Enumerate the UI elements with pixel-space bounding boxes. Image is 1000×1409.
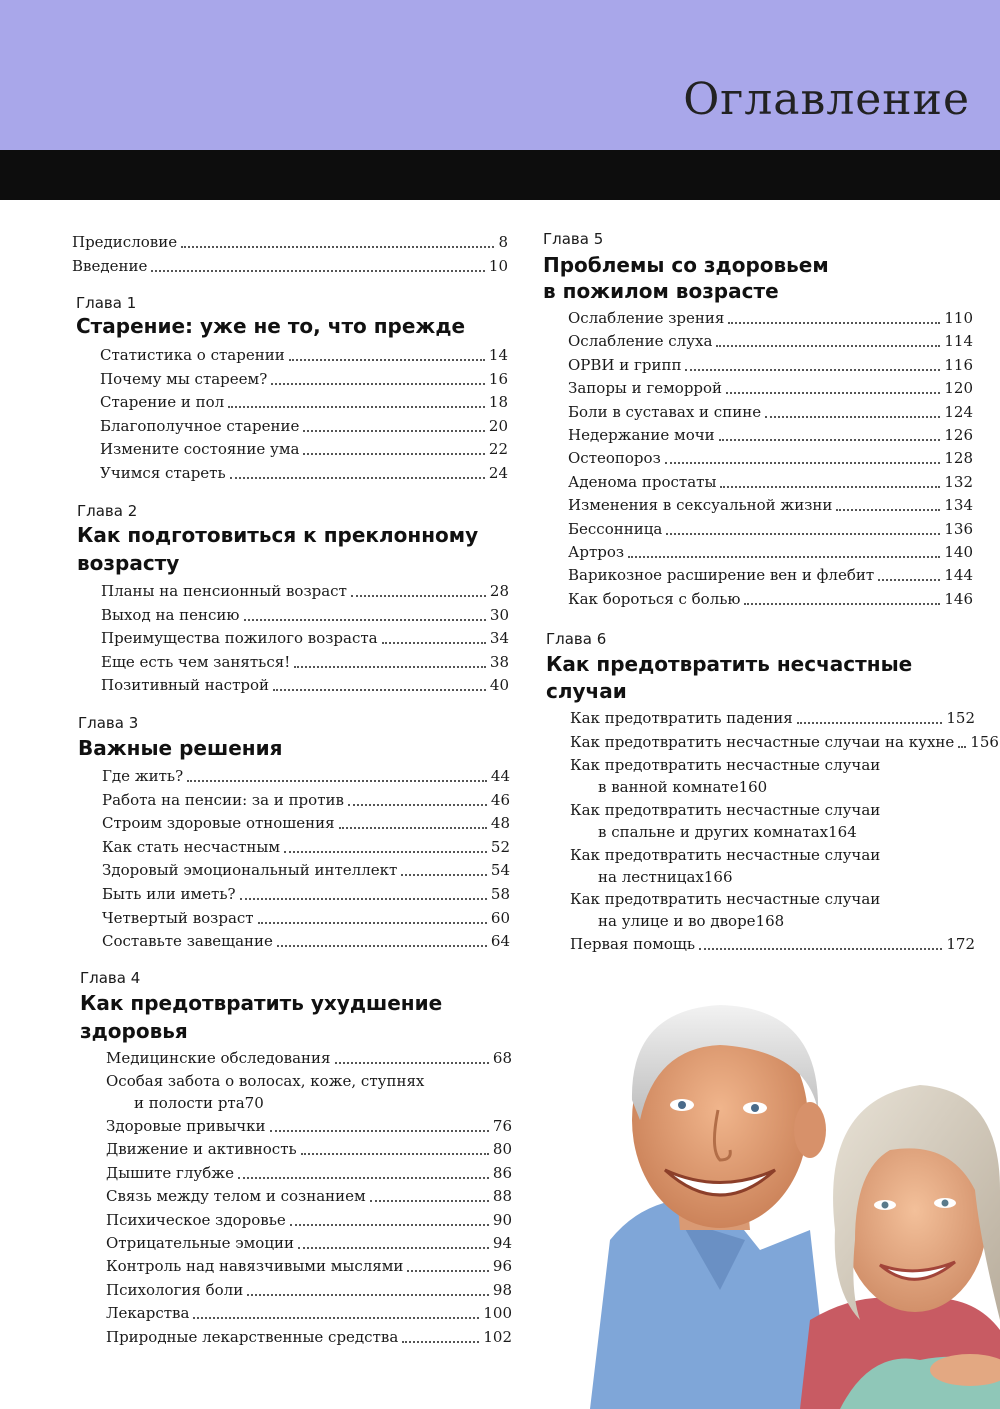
toc-entry-label: Как предотвратить падения — [570, 709, 793, 727]
toc-entry-page: 54 — [490, 861, 510, 880]
toc-entry-page: 90 — [492, 1210, 512, 1229]
toc-entry-label: Еще есть чем заняться! — [101, 652, 291, 671]
toc-entry-page: 140 — [944, 543, 973, 561]
photo-elderly-couple — [570, 990, 1000, 1409]
toc-entry[interactable] — [100, 369, 508, 389]
toc-entry-label: Составьте завещание — [102, 932, 273, 951]
toc-entry-label: Позитивный настрой — [101, 676, 270, 695]
toc-entry-page: 98 — [492, 1280, 512, 1299]
chapter-title: Как предотвратить несчастные — [546, 652, 913, 676]
toc-entry[interactable] — [100, 416, 508, 436]
toc-entry[interactable] — [100, 345, 508, 365]
toc-entry-page: 132 — [944, 472, 973, 491]
toc-entry[interactable] — [106, 1327, 512, 1347]
dot-leader — [230, 477, 485, 479]
toc-entry-page: 172 — [946, 935, 975, 953]
toc-entry-continuation — [570, 866, 975, 888]
toc-entry[interactable] — [102, 837, 510, 857]
dot-leader — [744, 603, 940, 605]
dot-leader — [301, 1153, 489, 1155]
toc-entry-page: 166 — [703, 868, 733, 886]
toc-entry[interactable] — [568, 519, 973, 539]
toc-entry-page: 16 — [488, 369, 508, 388]
toc-entry[interactable] — [106, 1070, 512, 1114]
toc-entry-label: в спальне и других комнатах — [598, 823, 829, 841]
toc-entry-label: Преимущества пожилого возраста — [101, 629, 378, 648]
toc-entry[interactable] — [568, 355, 973, 375]
toc-entry[interactable] — [570, 844, 975, 888]
dot-leader — [247, 1294, 489, 1296]
toc-entry-page: 160 — [738, 778, 768, 796]
dot-leader — [277, 945, 487, 947]
toc-entry[interactable] — [106, 1139, 512, 1159]
toc-entry[interactable] — [568, 378, 973, 398]
toc-entry-label: Отрицательные эмоции — [106, 1234, 294, 1252]
page-title: Оглавление — [683, 74, 970, 125]
toc-entry-label: Психическое здоровье — [106, 1210, 286, 1229]
toc-entry-page: 24 — [488, 464, 508, 482]
toc-entry[interactable] — [568, 472, 973, 492]
chapter-label: Глава 3 — [78, 714, 139, 732]
dot-leader — [407, 1270, 489, 1272]
toc-entry-label: Боли в суставах и спине — [568, 402, 762, 421]
toc-entry-label: Измените состояние ума — [100, 440, 300, 459]
toc-entry-label: Движение и активность — [106, 1140, 297, 1159]
toc-entry-page: 10 — [488, 257, 508, 275]
dot-leader — [294, 666, 486, 668]
toc-entry-label: Статистика о старении — [100, 346, 285, 364]
toc-entry[interactable] — [106, 1116, 512, 1136]
dot-leader — [303, 453, 484, 455]
dot-leader — [716, 345, 940, 347]
toc-entry[interactable] — [570, 754, 975, 798]
dot-leader — [193, 1317, 479, 1319]
toc-entry[interactable] — [570, 732, 999, 752]
toc-entry[interactable] — [568, 589, 973, 609]
toc-entry[interactable] — [102, 790, 510, 810]
toc-entry[interactable] — [570, 708, 975, 728]
toc-entry-label: и полости рта — [134, 1094, 245, 1112]
toc-entry[interactable] — [101, 581, 509, 601]
toc-entry[interactable] — [568, 402, 973, 422]
toc-entry-page: 52 — [490, 837, 510, 856]
toc-entry-label: Как предотвратить несчастные случаи — [570, 801, 881, 819]
toc-entry-page: 60 — [490, 908, 510, 927]
toc-entry-page: 40 — [489, 676, 509, 695]
toc-entry-label: Здоровые привычки — [106, 1117, 266, 1135]
toc-entry[interactable] — [106, 1186, 512, 1206]
dot-leader — [765, 416, 940, 418]
dot-leader — [797, 722, 943, 724]
dot-leader — [382, 642, 486, 644]
toc-entry-page: 156 — [970, 733, 999, 751]
toc-entry-label: Аденома простаты — [568, 472, 717, 491]
toc-entry-label: Выход на пенсию — [101, 605, 240, 624]
toc-entry-page: 120 — [944, 379, 973, 398]
toc-entry-label: Строим здоровые отношения — [102, 814, 335, 833]
toc-entry-label: ОРВИ и грипп — [568, 355, 682, 374]
toc-entry-label: Как предотвратить несчастные случаи — [570, 756, 881, 774]
toc-entry-page: 94 — [492, 1234, 512, 1252]
toc-entry-page: 14 — [488, 346, 508, 364]
toc-entry-page: 88 — [492, 1187, 512, 1206]
toc-entry[interactable] — [102, 931, 510, 951]
toc-entry[interactable] — [570, 888, 975, 932]
toc-entry[interactable] — [568, 331, 973, 351]
toc-entry-continuation — [570, 776, 975, 798]
dot-leader — [628, 556, 940, 558]
dot-leader — [273, 689, 486, 691]
toc-entry-label: Планы на пенсионный возраст — [101, 582, 347, 600]
dot-leader — [284, 851, 487, 853]
toc-entry-label: Предисловие — [72, 233, 178, 251]
toc-entry[interactable] — [102, 884, 510, 904]
chapter-title: Важные решения — [78, 736, 283, 760]
dot-leader — [228, 406, 485, 408]
toc-entry[interactable] — [100, 439, 508, 459]
dot-leader — [240, 898, 487, 900]
toc-entry-label: Изменения в сексуальной жизни — [568, 496, 833, 515]
toc-entry-label: Где жить? — [102, 767, 184, 785]
toc-entry-label: Как стать несчастным — [102, 837, 281, 856]
toc-entry-label: Связь между телом и сознанием — [106, 1187, 366, 1206]
dot-leader — [339, 827, 487, 829]
chapter-label: Глава 2 — [77, 502, 138, 520]
toc-entry[interactable] — [106, 1256, 512, 1276]
toc-entry-label: Учимся стареть — [100, 464, 226, 482]
dot-leader — [665, 462, 941, 464]
chapter-title: случаи — [546, 679, 627, 703]
toc-entry-label: на лестницах — [598, 868, 704, 886]
toc-entry-label: Ослабление зрения — [568, 309, 725, 327]
toc-entry-page: 134 — [944, 496, 973, 515]
toc-entry-page: 76 — [492, 1117, 512, 1135]
toc-entry-page: 136 — [944, 519, 973, 538]
toc-entry[interactable] — [102, 860, 510, 880]
toc-entry[interactable] — [570, 799, 975, 843]
toc-entry[interactable] — [72, 256, 508, 276]
chapter-title: Как предотвратить ухудшение — [80, 991, 443, 1015]
toc-entry-page: 70 — [244, 1094, 264, 1112]
toc-entry[interactable] — [570, 934, 975, 954]
toc-entry-page: 68 — [492, 1049, 512, 1067]
toc-entry-page: 164 — [828, 823, 857, 841]
chapter-title: в пожилом возрасте — [543, 279, 779, 303]
toc-entry[interactable] — [106, 1210, 512, 1230]
dot-leader — [958, 746, 966, 748]
toc-entry-label: Лекарства — [106, 1304, 190, 1323]
chapter-label: Глава 5 — [543, 230, 604, 248]
toc-entry-page: 28 — [489, 582, 509, 600]
dot-leader — [335, 1062, 489, 1064]
toc-entry-page: 18 — [488, 393, 508, 412]
toc-entry-label: Особая забота о волосах, коже, ступнях — [106, 1072, 425, 1090]
toc-entry-label: на улице и во дворе — [598, 912, 756, 930]
toc-entry-page: 114 — [944, 332, 973, 351]
toc-entry[interactable] — [568, 495, 973, 515]
toc-entry-label: Остеопороз — [568, 449, 661, 468]
toc-entry-continuation — [570, 821, 975, 843]
toc-entry[interactable] — [102, 908, 510, 928]
dot-leader — [244, 619, 486, 621]
dot-leader — [238, 1177, 489, 1179]
toc-entry-continuation — [106, 1092, 512, 1114]
toc-entry[interactable] — [106, 1280, 512, 1300]
dot-leader — [719, 439, 941, 441]
toc-entry[interactable] — [100, 463, 508, 483]
toc-entry-label: Быть или иметь? — [102, 885, 236, 903]
dot-leader — [151, 270, 485, 272]
dot-leader — [271, 383, 485, 385]
toc-entry-page: 48 — [490, 814, 510, 833]
toc-entry-page: 34 — [489, 629, 509, 648]
toc-entry[interactable] — [101, 652, 509, 672]
toc-entry-label: Первая помощь — [570, 935, 696, 953]
dot-leader — [181, 246, 494, 248]
toc-entry-page: 64 — [490, 932, 510, 951]
toc-entry-page: 110 — [944, 309, 973, 327]
toc-entry-label: Старение и пол — [100, 393, 225, 412]
dot-leader — [290, 1224, 489, 1226]
toc-entry-page: 8 — [498, 233, 508, 251]
dot-leader — [370, 1200, 489, 1202]
chapter-title: Как подготовиться к преклонному — [77, 523, 479, 547]
dot-leader — [289, 359, 485, 361]
toc-entry-label: Дышите глубже — [106, 1163, 234, 1182]
dot-leader — [878, 579, 940, 581]
dot-leader — [348, 804, 487, 806]
toc-entry-page: 102 — [483, 1327, 512, 1346]
toc-entry[interactable] — [101, 675, 509, 695]
toc-entry-page: 124 — [944, 402, 973, 421]
toc-entry-label: Здоровый эмоциональный интеллект — [102, 861, 398, 880]
toc-entry-label: Медицинские обследования — [106, 1049, 331, 1067]
toc-entry-label: Варикозное расширение вен и флебит — [568, 566, 875, 585]
toc-entry-label: Психология боли — [106, 1280, 244, 1299]
toc-entry-label: Благополучное старение — [100, 416, 300, 435]
toc-entry-label: Как предотвратить несчастные случаи на кухне — [570, 733, 955, 751]
toc-entry-label: в ванной комнате — [598, 778, 739, 796]
toc-entry-page: 86 — [492, 1163, 512, 1182]
chapter-title: здоровья — [80, 1019, 188, 1043]
toc-entry[interactable] — [101, 628, 509, 648]
dot-leader — [728, 322, 940, 324]
toc-entry[interactable] — [106, 1233, 512, 1253]
toc-entry-page: 116 — [944, 355, 973, 374]
toc-entry-page: 152 — [946, 709, 975, 727]
toc-entry[interactable] — [72, 232, 508, 252]
dot-leader — [666, 533, 940, 535]
chapter-label: Глава 4 — [80, 969, 141, 987]
dot-leader — [699, 948, 942, 950]
chapter-label: Глава 6 — [546, 630, 607, 648]
toc-entry[interactable] — [106, 1048, 512, 1068]
dot-leader — [401, 874, 487, 876]
toc-entry-label: Ослабление слуха — [568, 332, 713, 351]
toc-entry-label: Контроль над навязчивыми мыслями — [106, 1257, 404, 1276]
toc-entry-page: 46 — [490, 790, 510, 809]
toc-entry[interactable] — [101, 605, 509, 625]
toc-entry-page: 44 — [490, 767, 510, 785]
toc-entry-page: 96 — [492, 1257, 512, 1276]
toc-entry-page: 146 — [944, 589, 973, 608]
toc-entry-label: Бессонница — [568, 519, 663, 538]
dot-leader — [836, 509, 940, 511]
toc-entry-page: 22 — [488, 440, 508, 459]
dot-leader — [351, 595, 486, 597]
toc-entry[interactable] — [102, 766, 510, 786]
dot-leader — [258, 922, 487, 924]
toc-entry-label: Запоры и геморрой — [568, 379, 723, 398]
toc-entry[interactable] — [568, 448, 973, 468]
toc-entry-page: 30 — [489, 605, 509, 624]
chapter-label: Глава 1 — [76, 294, 137, 312]
toc-entry-label: Как бороться с болью — [568, 589, 741, 608]
chapter-title: возрасту — [77, 551, 180, 575]
dot-leader — [726, 392, 940, 394]
toc-entry[interactable] — [106, 1303, 512, 1323]
toc-entry-label: Как предотвратить несчастные случаи — [570, 846, 881, 864]
toc-entry-label: Введение — [72, 257, 148, 275]
toc-entry[interactable] — [568, 542, 973, 562]
toc-entry-label: Как предотвратить несчастные случаи — [570, 890, 881, 908]
chapter-title: Проблемы со здоровьем — [543, 253, 829, 277]
toc-entry-page: 38 — [489, 652, 509, 671]
toc-entry[interactable] — [568, 308, 973, 328]
toc-entry-page: 20 — [488, 416, 508, 435]
toc-entry[interactable] — [568, 425, 973, 445]
toc-entry-label: Артроз — [568, 543, 625, 561]
toc-entry-label: Работа на пенсии: за и против — [102, 790, 344, 809]
toc-entry-page: 144 — [944, 566, 973, 585]
dot-leader — [685, 369, 940, 371]
dot-leader — [303, 430, 485, 432]
header-bar — [0, 150, 1000, 200]
toc-entry-page: 58 — [490, 885, 510, 903]
chapter-title: Старение: уже не то, что прежде — [76, 314, 466, 338]
toc-entry-continuation — [570, 910, 975, 932]
toc-entry-label: Четвертый возраст — [102, 908, 254, 927]
dot-leader — [402, 1341, 479, 1343]
toc-entry-page: 126 — [944, 426, 973, 444]
toc-entry-page: 128 — [944, 449, 973, 468]
toc-entry-label: Природные лекарственные средства — [106, 1327, 399, 1346]
dot-leader — [298, 1247, 489, 1249]
toc-entry[interactable] — [106, 1163, 512, 1183]
dot-leader — [720, 486, 940, 488]
toc-entry-page: 168 — [755, 912, 785, 930]
toc-entry-label: Почему мы стареем? — [100, 369, 268, 388]
toc-entry[interactable] — [100, 392, 508, 412]
dot-leader — [270, 1130, 489, 1132]
toc-entry[interactable] — [568, 565, 973, 585]
toc-entry[interactable] — [102, 813, 510, 833]
toc-entry-page: 100 — [483, 1304, 512, 1323]
toc-entry-label: Недержание мочи — [568, 426, 715, 444]
dot-leader — [187, 780, 487, 782]
toc-entry-page: 80 — [492, 1140, 512, 1159]
